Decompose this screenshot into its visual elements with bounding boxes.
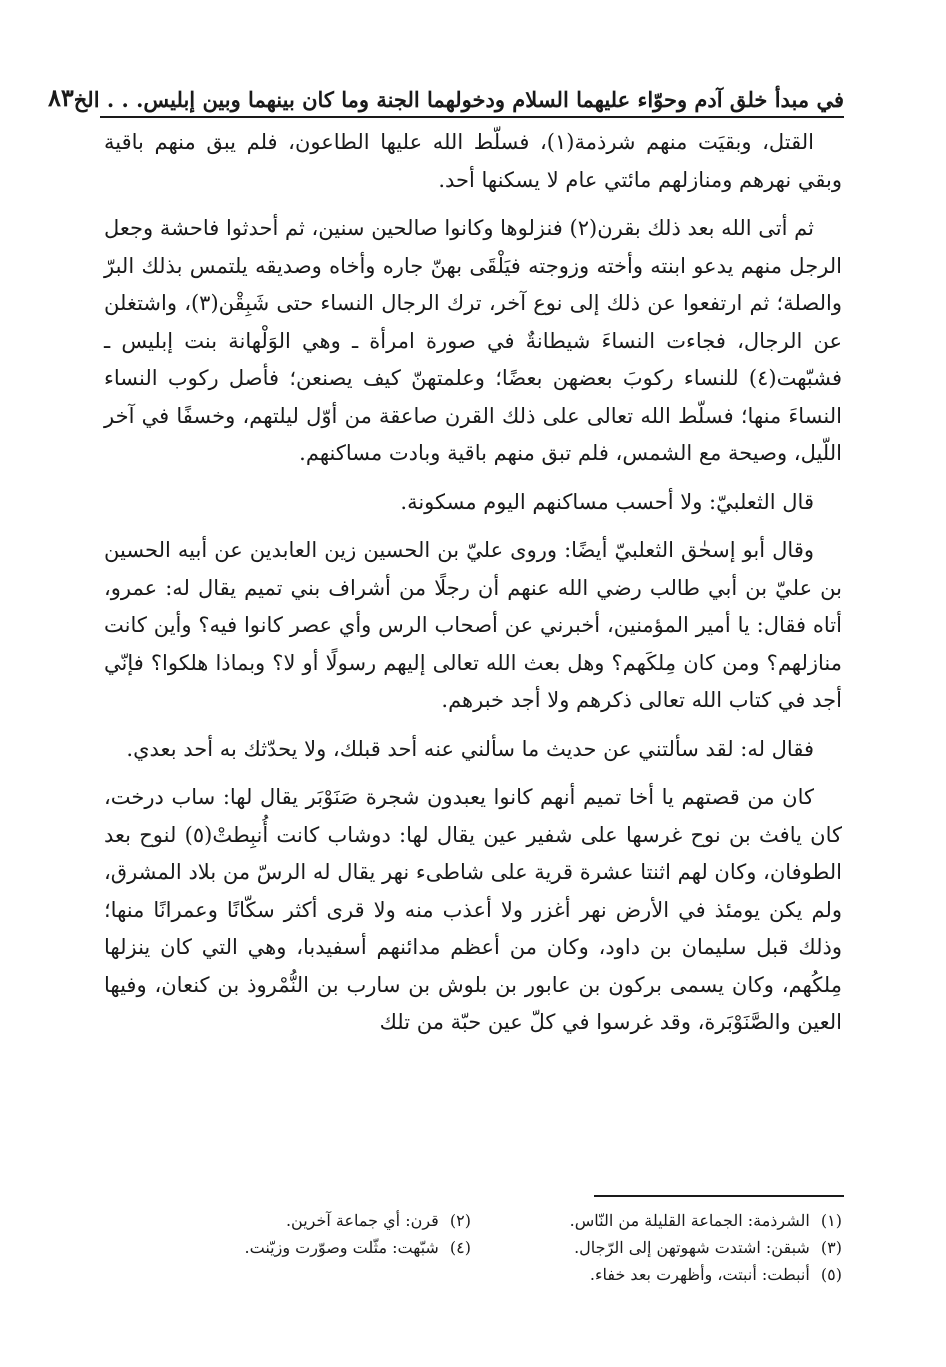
paragraph: كان من قصتهم يا أخا تميم أنهم كانوا يعبدون شجرة صَنَوْبَر يقال لها: ساب درخت، كان يافث بن نوح غرسها على شفير عين يقال لها: دوشاب كانت أُنبِطتْ(٥) لنوح بعد الطوفان، وكان لهم اثنتا عشرة قرية على شاطىء نهر يقال له الرسّ من بلاد المشرق، ولم يكن يومئذ في الأرض نهر أغزر ولا أعذب منه ولا قرى أكثر سكّانًا وعمرانًا منها؛ وذلك قبل سليمان بن داود، وكان من أعظم مدائنهم أسفيدبا، وهي التي كان ينزلها مِلكُهم، وكان يسمى بركون بن عابور بن بلوش بن سارب بن النُّمْروذ بن كنعان، وفيها العين والصَّنَوْبَرة، وقد غرسوا في كلّ عين حبّة من تلك: [104, 785, 842, 1034]
footnote-number: (٤): [449, 1238, 471, 1257]
footnote-number: (٣): [820, 1238, 842, 1257]
footnote-number: (٥): [820, 1265, 842, 1284]
footnote-text: الشرذمة: الجماعة القليلة من النّاس.: [569, 1211, 810, 1230]
footnote-text: شبّهت: مثّلت وصوّرت وزيّنت.: [244, 1238, 439, 1257]
paragraph: وقال أبو إسحٰق الثعلبيّ أيضًا: وروى عليّ بن الحسين زين العابدين عن أبيه الحسين بن عليّ بن أبي طالب رضي الله عنهم أن رجلًا من أشراف بني تميم يقال له: عمرو، أتاه فقال: يا أمير المؤمنين، أخبرني عن أصحاب الرس وأي عصر كانوا فيه؟ وأين كانت منازلهم؟ ومن كان مِلكَهم؟ وهل بعث الله تعالى إليهم رسولًا أو لا؟ وبماذا هلكوا؟ فإنّي أجد في كتاب الله تعالى ذكرهم ولا أجد خبرهم.: [104, 538, 842, 712]
footnote: [471, 1234, 842, 1261]
footnote: [100, 1234, 471, 1261]
paragraph: ثم أتى الله بعد ذلك بقرن(٢) فنزلوها وكانوا صالحين سنين، ثم أحدثوا فاحشة وجعل الرجل منهم يدعو ابنته وأخته وزوجته فيَلْقَى بهنّ جاره وأخاه وصديقه يلتمس بذلك البرّ والصلة؛ ثم ارتفعوا عن ذلك إلى نوع آخر، ترك الرجال النساء حتى شَبِقْن(٣)، واشتغلن عن الرجال، فجاءت النساءَ شيطانةٌ في صورة امرأة ـ وهي الوَلْهانة بنت إبليس ـ فشبّهت(٤) للنساء ركوبَ بعضهن بعضًا؛ وعلمتهنّ كيف يصنعن؛ فأصل ركوب النساء النساءَ منها؛ فسلّط الله تعالى على ذلك القرن صاعقة من أوّل ليلتهم، وخسفًا في آخر اللّيل، وصيحة مع الشمس، فلم تبق منهم باقية وبادت مساكنهم.: [104, 216, 843, 465]
footnote: [471, 1207, 842, 1234]
footnote-rule: [594, 1195, 844, 1197]
footnote-row: [100, 1261, 842, 1288]
footnote-text: قرن: أي جماعة آخرين.: [285, 1211, 439, 1230]
header-rule: [100, 116, 844, 118]
footnote: [471, 1261, 842, 1288]
paragraph: قال الثعلبيّ: ولا أحسب مساكنهم اليوم مسكونة.: [400, 489, 814, 514]
footnote: [100, 1207, 471, 1234]
running-title: في مبدأ خلق آدم وحوّاء عليهما السلام ودخولهما الجنة وما كان بينهما وبين إبليس. . . الخ: [73, 87, 844, 112]
paragraph: فقال له: لقد سألتني عن حديث ما سألني عنه أحد قبلك، ولا يحدّثك به أحد بعدي.: [126, 736, 814, 761]
footnotes: [100, 1207, 842, 1288]
footnote-row: [100, 1207, 842, 1234]
footnote-text: أنبطت: أنبتت، وأظهرت بعد خفاء.: [589, 1265, 810, 1284]
page-number: ٨٣: [47, 83, 74, 112]
footnote-row: [100, 1234, 842, 1261]
running-header: [47, 72, 844, 112]
paragraph: القتل، وبقيَت منهم شرذمة(١)، فسلّط الله عليها الطاعون، فلم يبق منهم باقية وبقي نهرهم ومنازلهم مائتي عام لا يسكنها أحد.: [104, 130, 842, 192]
footnote-text: شبقن: اشتدت شهوتهن إلى الرّجال.: [574, 1238, 810, 1257]
body-text: [104, 124, 842, 1053]
footnote-number: (١): [820, 1211, 842, 1230]
footnote-number: (٢): [449, 1211, 471, 1230]
